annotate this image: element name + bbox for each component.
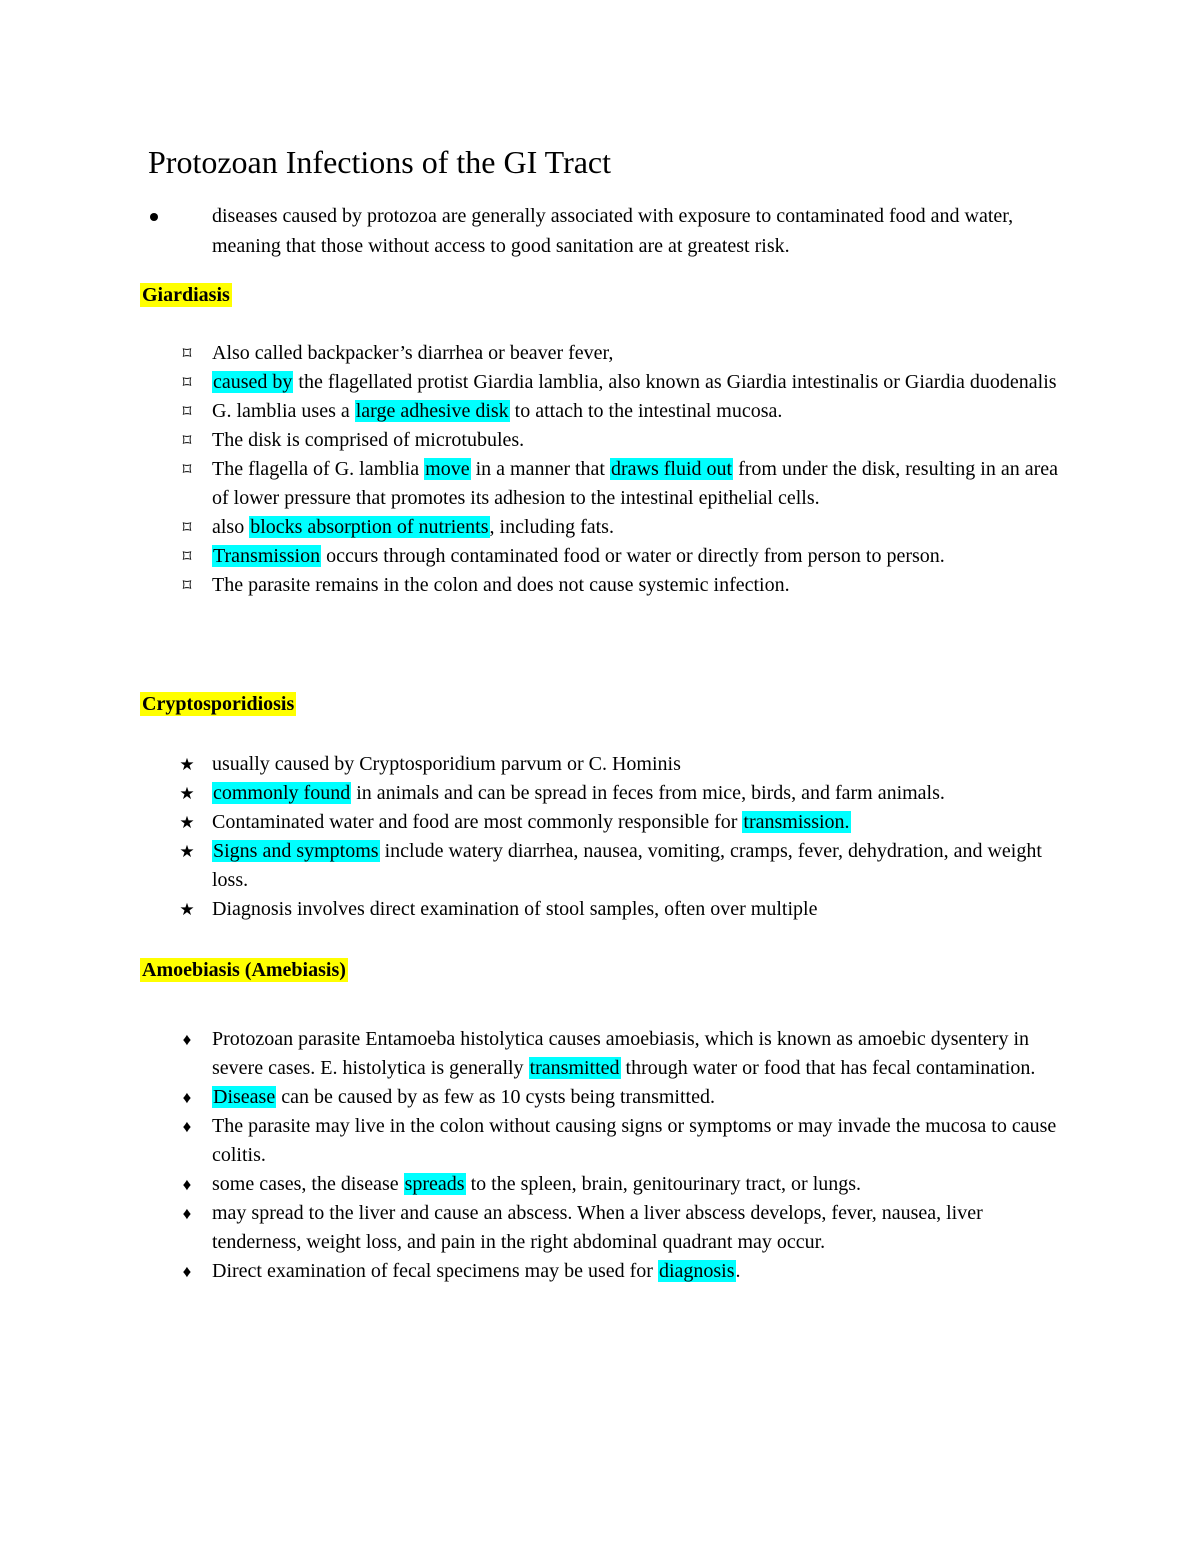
list-item: [140, 1170, 1070, 1199]
list-item: [140, 1112, 1070, 1170]
highlighted-term: commonly found: [213, 782, 351, 804]
list-item: [140, 1257, 1070, 1286]
section-amoebiasis: [140, 956, 1070, 1286]
bullet-dot-icon: [150, 213, 158, 221]
list-item: [140, 397, 1070, 426]
star-icon: ★: [179, 784, 195, 803]
list-item: [140, 339, 1070, 368]
item-text: include watery diarrhea, nausea, vomiting, cramps, fever, dehydration, and weight loss.: [212, 840, 1042, 891]
list-item: [140, 808, 1070, 837]
list-item: [140, 1199, 1070, 1257]
list-item: [140, 455, 1070, 513]
list-item: [140, 779, 1070, 808]
highlighted-term: diagnosis: [658, 1260, 735, 1282]
item-text: also: [212, 516, 250, 538]
highlighted-term: transmission.: [743, 811, 850, 833]
diamond-icon: ♦: [182, 1175, 192, 1194]
diamond-icon: ♦: [182, 1117, 192, 1136]
highlighted-term: Transmission: [213, 545, 321, 567]
item-text: , including fats.: [489, 516, 614, 538]
item-text: usually caused by Cryptosporidium parvum or C. Hominis: [212, 753, 681, 775]
x-mark-icon: ⌑: [182, 431, 192, 450]
list-item: [140, 1025, 1070, 1083]
star-icon: ★: [179, 755, 195, 774]
section-heading: Cryptosporidiosis: [142, 693, 295, 715]
star-icon: ★: [179, 900, 195, 919]
item-text: in a manner that: [470, 458, 610, 480]
item-text: The parasite may live in the colon without causing signs or symptoms or may invade the mucosa to cause colitis.: [212, 1115, 1057, 1166]
item-text: occurs through contaminated food or water or directly from person to person.: [321, 545, 945, 567]
item-text: Protozoan parasite Entamoeba histolytica causes amoebiasis, which is known as amoebic dysentery in severe cases. E. histolytica is generally: [212, 1028, 1030, 1079]
list-item: [140, 750, 1070, 779]
section-giardiasis: [140, 281, 1070, 600]
intro-item: [150, 201, 1070, 261]
list-item: [140, 895, 1070, 924]
star-icon: ★: [179, 813, 195, 832]
amoebiasis-list: [140, 1025, 1070, 1286]
giardiasis-list: [140, 339, 1070, 600]
item-text: in animals and can be spread in feces from mice, birds, and farm animals.: [351, 782, 945, 804]
highlighted-term: draws fluid out: [610, 458, 733, 480]
item-text: through water or food that has fecal contamination.: [620, 1057, 1036, 1079]
item-text: .: [735, 1260, 741, 1282]
intro-list: [150, 201, 1070, 261]
x-mark-icon: ⌑: [182, 460, 192, 479]
item-text: G. lamblia uses a: [212, 400, 355, 422]
list-item: [140, 513, 1070, 542]
highlighted-term: Signs and symptoms: [213, 840, 379, 862]
list-item: [140, 571, 1070, 600]
x-mark-icon: ⌑: [182, 547, 192, 566]
item-text: may spread to the liver and cause an abscess. When a liver abscess develops, fever, nausea, liver tenderness, weight loss, and pain in the right abdominal quadrant may occur.: [212, 1202, 983, 1253]
item-text: Direct examination of fecal specimens may be used for: [212, 1260, 658, 1282]
item-text: the flagellated protist Giardia lamblia, also known as Giardia intestinalis or Giardia duodenalis: [293, 371, 1057, 393]
highlighted-term: Disease: [213, 1086, 276, 1108]
highlighted-term: large adhesive disk: [355, 400, 509, 422]
list-item: [140, 368, 1070, 397]
item-text: to the spleen, brain, genitourinary tract, or lungs.: [465, 1173, 862, 1195]
section-cryptosporidiosis: [140, 690, 1070, 924]
item-text: to attach to the intestinal mucosa.: [509, 400, 783, 422]
list-item: [140, 426, 1070, 455]
item-text: Diagnosis involves direct examination of stool samples, often over multiple: [212, 898, 818, 920]
diamond-icon: ♦: [182, 1088, 192, 1107]
diamond-icon: ♦: [182, 1262, 192, 1281]
item-text: some cases, the disease: [212, 1173, 404, 1195]
x-mark-icon: ⌑: [182, 518, 192, 537]
diamond-icon: ♦: [182, 1204, 192, 1223]
x-mark-icon: ⌑: [182, 344, 192, 363]
highlighted-term: transmitted: [529, 1057, 620, 1079]
x-mark-icon: ⌑: [182, 402, 192, 421]
intro-text: diseases caused by protozoa are generally associated with exposure to contaminated food and water, meaning that those without access to good sanitation are at greatest risk.: [212, 205, 1014, 257]
diamond-icon: ♦: [182, 1030, 192, 1049]
highlighted-term: spreads: [404, 1173, 465, 1195]
item-text: can be caused by as few as 10 cysts being transmitted.: [276, 1086, 715, 1108]
item-text: The flagella of G. lamblia: [212, 458, 425, 480]
cryptosporidiosis-list: [140, 750, 1070, 924]
page-title: Protozoan Infections of the GI Tract: [148, 144, 612, 180]
list-item: [140, 837, 1070, 895]
item-text: from under the disk, resulting in an area of lower pressure that promotes its adhesion to the intestinal epithelial cells.: [212, 458, 1058, 509]
list-item: [140, 1083, 1070, 1112]
section-heading: Giardiasis: [142, 284, 230, 306]
item-text: Also called backpacker’s diarrhea or beaver fever,: [212, 342, 614, 364]
section-heading: Amoebiasis (Amebiasis): [142, 959, 346, 981]
item-text: Contaminated water and food are most commonly responsible for: [212, 811, 743, 833]
item-text: The disk is comprised of microtubules.: [212, 429, 525, 451]
item-text: The parasite remains in the colon and does not cause systemic infection.: [212, 574, 790, 596]
x-mark-icon: ⌑: [182, 373, 192, 392]
highlighted-term: caused by: [213, 371, 293, 393]
highlighted-term: blocks absorption of nutrients: [250, 516, 489, 538]
list-item: [140, 542, 1070, 571]
x-mark-icon: ⌑: [182, 576, 192, 595]
star-icon: ★: [179, 842, 195, 861]
highlighted-term: move: [425, 458, 470, 480]
